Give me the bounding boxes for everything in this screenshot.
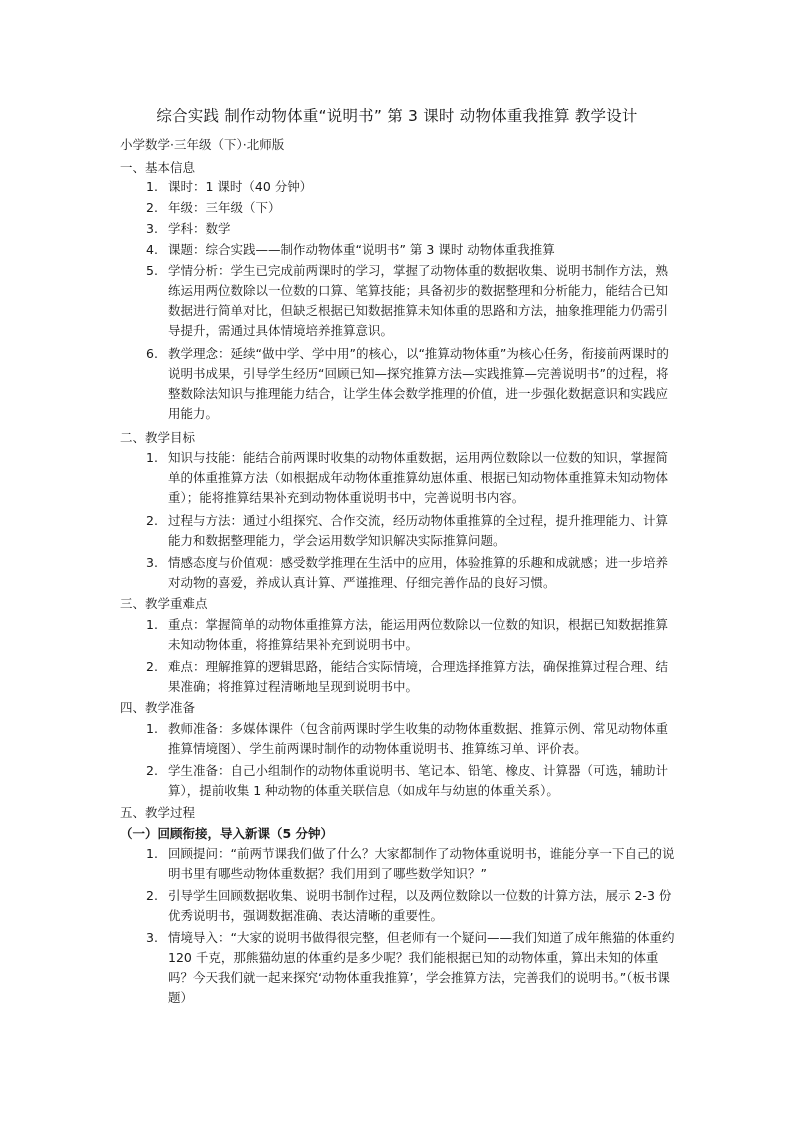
list-item xyxy=(146,553,678,593)
list-item xyxy=(146,719,678,759)
list-item xyxy=(146,886,678,926)
list-number: 1. xyxy=(146,179,158,194)
list-item xyxy=(146,844,678,884)
list-item xyxy=(146,177,678,197)
list-number: 1. xyxy=(146,450,158,465)
subsection-heading: （一）回顾衔接，导入新课（5 分钟） xyxy=(120,826,334,841)
list-number: 2. xyxy=(146,513,158,528)
list-item xyxy=(146,448,678,508)
list-item xyxy=(146,261,678,341)
list-item xyxy=(146,240,678,260)
list-number: 6. xyxy=(146,346,158,361)
list-item xyxy=(146,761,678,801)
list-text: 教学理念：延续“做中学、学中用”的核心，以“推算动物体重”为核心任务，衔接前两课时的说明书成果，引导学生经历“回顾已知—探究推算方法—实践推算—完善说明书”的过程，将整数除法知识与推理能力结合，让学生体会数学推理的价值，进一步强化数据意识和实践应用能力。 xyxy=(168,346,669,421)
section-heading: 五、教学过程 xyxy=(120,805,196,820)
list-item xyxy=(146,928,678,1008)
list-text: 过程与方法：通过小组探究、合作交流，经历动物体重推算的全过程，提升推理能力、计算能力和数据整理能力，学会运用数学知识解决实际推算问题。 xyxy=(168,513,669,548)
list-number: 2. xyxy=(146,659,158,674)
list-text: 回顾提问：“前两节课我们做了什么？大家都制作了动物体重说明书，谁能分享一下自己的说明书里有哪些动物体重数据？我们用到了哪些数学知识？” xyxy=(168,846,675,881)
list-text: 学情分析：学生已完成前两课时的学习，掌握了动物体重的数据收集、说明书制作方法，熟练运用两位数除以一位数的口算、笔算技能；具备初步的数据整理和分析能力，能结合已知数据进行简单对比，但缺乏根据已知数据推算未知体重的思路和方法，抽象推理能力仍需引导提升，需通过具体情境培养推算意识。 xyxy=(168,263,669,338)
list-text: 情境导入：“大家的说明书做得很完整，但老师有一个疑问——我们知道了成年熊猫的体重约 120 千克，那熊猫幼崽的体重约是多少呢？我们能根据已知的动物体重，算出未知的体重吗？今天我们就一起来探究‘动物体重我推算’，学会推算方法，完善我们的说明书。”（板书课题） xyxy=(168,930,675,1005)
list-text: 难点：理解推算的逻辑思路，能结合实际情境，合理选择推算方法，确保推算过程合理、结果准确；将推算过程清晰地呈现到说明书中。 xyxy=(168,659,669,694)
list-text: 学生准备：自己小组制作的动物体重说明书、笔记本、铅笔、橡皮、计算器（可选，辅助计算），提前收集 1 种动物的体重关联信息（如成年与幼崽的体重关系）。 xyxy=(168,763,669,798)
list-item xyxy=(146,657,678,697)
list-text: 课时：1 课时（40 分钟） xyxy=(168,179,313,194)
list-number: 1. xyxy=(146,846,158,861)
list-number: 2. xyxy=(146,200,158,215)
section-heading: 三、教学重难点 xyxy=(120,596,208,611)
list-text: 重点：掌握简单的动物体重推算方法，能运用两位数除以一位数的知识，根据已知数据推算未知动物体重，将推算结果补充到说明书中。 xyxy=(168,617,669,652)
list-number: 1. xyxy=(146,721,158,736)
list-text: 年级：三年级（下） xyxy=(168,200,281,215)
section-heading: 一、基本信息 xyxy=(120,160,196,175)
section-heading: 四、教学准备 xyxy=(120,700,196,715)
list-item xyxy=(146,344,678,424)
list-text: 教师准备：多媒体课件（包含前两课时学生收集的动物体重数据、推算示例、常见动物体重推算情境图）、学生前两课时制作的动物体重说明书、推算练习单、评价表。 xyxy=(168,721,669,756)
document-subtitle: 小学数学·三年级（下）·北师版 xyxy=(120,137,285,152)
list-number: 3. xyxy=(146,221,158,236)
list-number: 4. xyxy=(146,242,158,257)
list-item xyxy=(146,615,678,655)
list-number: 5. xyxy=(146,263,158,278)
list-item xyxy=(146,219,678,239)
list-text: 知识与技能：能结合前两课时收集的动物体重数据，运用两位数除以一位数的知识，掌握简单的体重推算方法（如根据成年动物体重推算幼崽体重、根据已知动物体重推算未知动物体重）；能将推算结果补充到动物体重说明书中，完善说明书内容。 xyxy=(168,450,669,505)
list-text: 情感态度与价值观：感受数学推理在生活中的应用，体验推算的乐趣和成就感；进一步培养对动物的喜爱，养成认真计算、严谨推理、仔细完善作品的良好习惯。 xyxy=(168,555,669,590)
list-number: 2. xyxy=(146,888,158,903)
list-number: 3. xyxy=(146,930,158,945)
list-text: 课题：综合实践——制作动物体重“说明书” 第 3 课时 动物体重我推算 xyxy=(168,242,555,257)
section-heading: 二、教学目标 xyxy=(120,430,196,445)
list-text: 学科：数学 xyxy=(168,221,231,236)
list-text: 引导学生回顾数据收集、说明书制作过程，以及两位数除以一位数的计算方法，展示 2-3 份优秀说明书，强调数据准确、表达清晰的重要性。 xyxy=(168,888,672,923)
list-number: 1. xyxy=(146,617,158,632)
list-item xyxy=(146,198,678,218)
document-title: 综合实践 制作动物体重“说明书” 第 3 课时 动物体重我推算 教学设计 xyxy=(156,107,638,125)
list-number: 2. xyxy=(146,763,158,778)
list-item xyxy=(146,511,678,551)
list-number: 3. xyxy=(146,555,158,570)
